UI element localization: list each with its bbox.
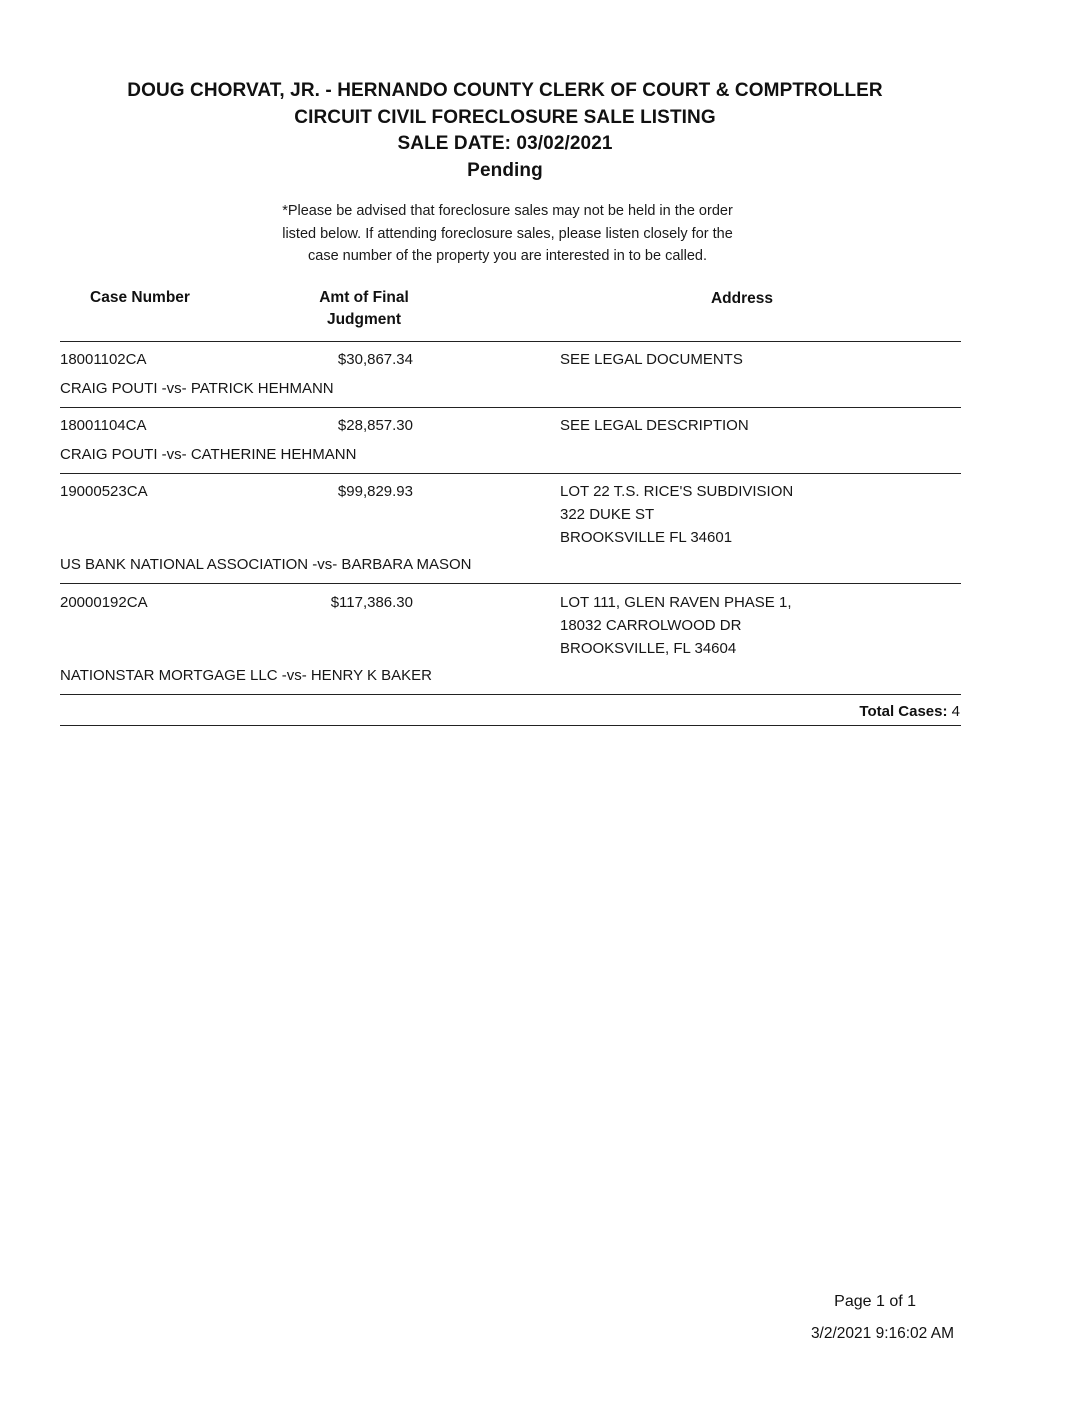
case-parties: CRAIG POUTI -vs- PATRICK HEHMANN	[60, 380, 334, 397]
case-parties: NATIONSTAR MORTGAGE LLC -vs- HENRY K BAKER	[60, 667, 433, 684]
column-header-address	[680, 288, 804, 310]
page-number: Page 1 of 1	[834, 1293, 916, 1310]
property-address	[560, 591, 791, 660]
status-label: Pending	[467, 159, 543, 181]
print-timestamp: 3/2/2021 9:16:02 AM	[810, 1325, 954, 1342]
judgment-amount: $28,857.30	[337, 417, 413, 434]
total-cases-label: Total Cases:	[859, 703, 948, 720]
clerk-title: DOUG CHORVAT, JR. - HERNANDO COUNTY CLERK OF COURT & COMPTROLLER	[127, 80, 883, 101]
case-number: 20000192CA	[60, 594, 148, 611]
property-address	[560, 414, 749, 437]
judgment-amount: $117,386.30	[330, 594, 413, 611]
case-number: 18001102CA	[60, 351, 147, 368]
total-cases	[859, 700, 960, 723]
column-header-label: Judgment	[326, 311, 402, 328]
column-header-case-number	[72, 287, 208, 309]
judgment-amount: $30,867.34	[337, 351, 413, 368]
judgment-amount: $99,829.93	[337, 483, 413, 500]
column-header-label: Address	[710, 290, 774, 307]
address-line: LOT 111, GLEN RAVEN PHASE 1,	[560, 594, 792, 611]
advisory-notice	[0, 200, 1015, 268]
property-address	[560, 480, 793, 549]
notice-line: *Please be advised that foreclosure sales may not be held in the order	[282, 203, 733, 219]
address-line: LOT 22 T.S. RICE'S SUBDIVISION	[560, 483, 794, 500]
total-cases-value: 4	[951, 703, 960, 720]
address-line: 18032 CARROLWOOD DR	[560, 617, 742, 634]
column-header-label: Amt of Final	[319, 289, 409, 306]
column-header-label: Case Number	[90, 289, 190, 306]
header-divider	[60, 341, 961, 342]
address-line: BROOKSVILLE FL 34601	[560, 529, 733, 546]
address-line: BROOKSVILLE, FL 34604	[560, 640, 737, 657]
case-parties: CRAIG POUTI -vs- CATHERINE HEHMANN	[60, 446, 357, 463]
row-divider	[60, 694, 961, 695]
notice-line: case number of the property you are interested in to be called.	[308, 248, 707, 264]
column-header-amount	[300, 287, 428, 331]
document-header	[0, 78, 1010, 184]
row-divider	[60, 407, 961, 408]
address-line: SEE LEGAL DOCUMENTS	[560, 351, 743, 368]
row-divider	[60, 473, 961, 474]
address-line: SEE LEGAL DESCRIPTION	[560, 417, 749, 434]
notice-line: listed below. If attending foreclosure sales, please listen closely for the	[282, 225, 733, 242]
case-parties: US BANK NATIONAL ASSOCIATION -vs- BARBARA MASON	[60, 556, 472, 573]
listing-title: CIRCUIT CIVIL FORECLOSURE SALE LISTING	[294, 106, 716, 128]
row-divider	[60, 583, 961, 584]
sale-date: SALE DATE: 03/02/2021	[397, 133, 613, 154]
case-number: 18001104CA	[60, 417, 147, 434]
case-number: 19000523CA	[60, 483, 148, 500]
address-line: 322 DUKE ST	[560, 506, 655, 523]
property-address	[560, 348, 743, 371]
total-divider	[60, 725, 961, 726]
